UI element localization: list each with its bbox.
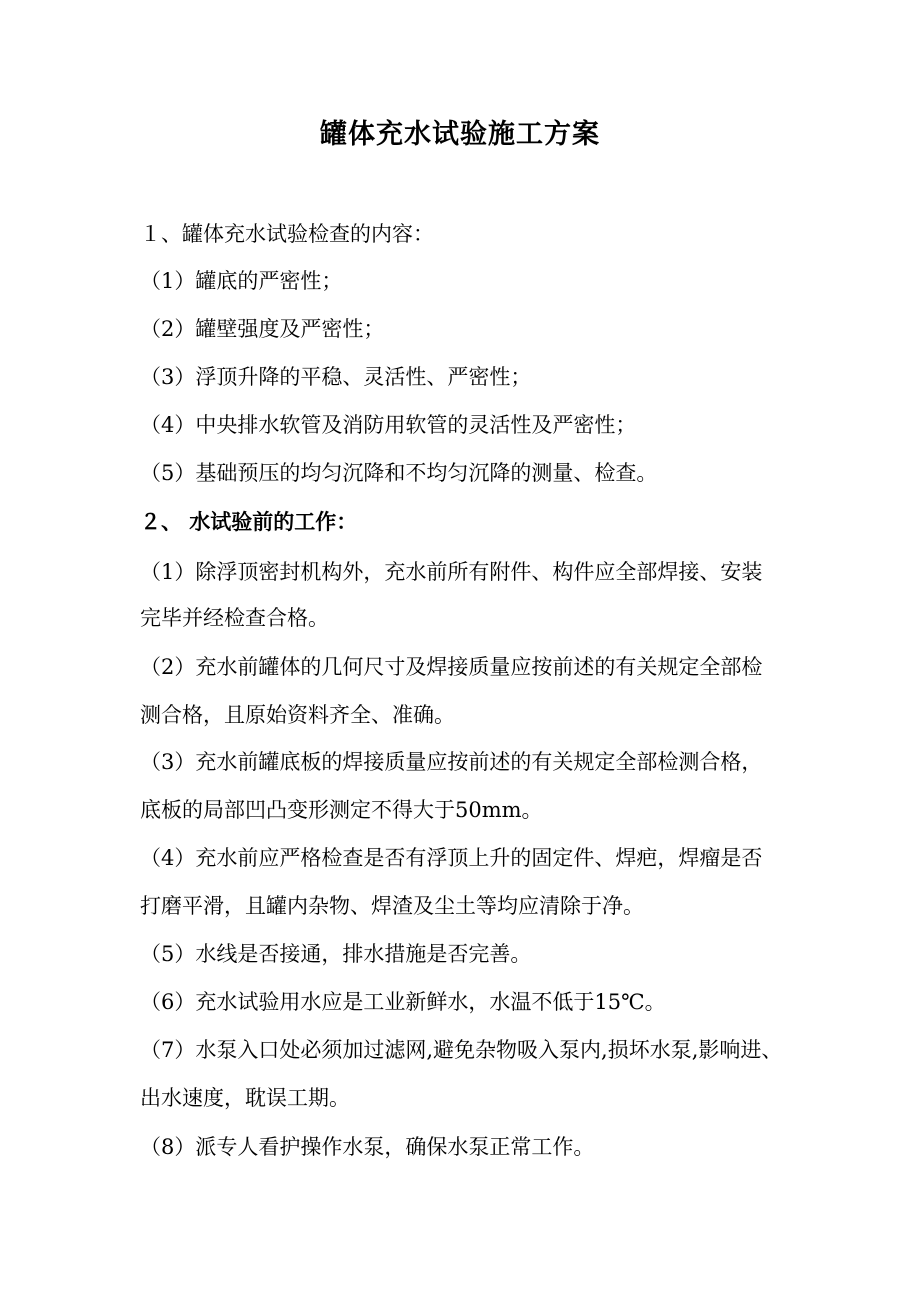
section-1-item: （2）罐壁强度及严密性； [140,317,385,341]
section-1-heading: １、罐体充水试验检查的内容： [140,222,434,246]
section-2-line: （5）水线是否接通，排水措施是否完善。 [140,942,532,966]
section-2-line: （1）除浮顶密封机构外，充水前所有附件、构件应全部焊接、安装 [140,560,763,584]
section-2-heading: ２、 水试验前的工作： [140,510,358,534]
document-title: 罐体充水试验施工方案 [320,119,600,150]
section-2-line: （4）充水前应严格检查是否有浮顶上升的固定件、焊疤，焊瘤是否 [140,846,763,870]
section-2-line: 打磨平滑，且罐内杂物、焊渣及尘土等均应清除于净。 [140,894,644,918]
section-2-line: 底板的局部凹凸变形测定不得大于50mm。 [140,798,543,822]
section-2-line: 完毕并经检查合格。 [140,606,329,630]
section-1-item: （4）中央排水软管及消防用软管的灵活性及严密性； [140,413,637,437]
section-2-line: （6）充水试验用水应是工业新鲜水，水温不低于15℃。 [140,990,666,1014]
section-2-line: 出水速度，耽误工期。 [140,1086,350,1110]
section-1-item: （5）基础预压的均匀沉降和不均匀沉降的测量、检查。 [140,461,658,485]
section-2-line: （8）派专人看护操作水泵，确保水泵正常工作。 [140,1135,595,1159]
section-1-item: （3）浮顶升降的平稳、灵活性、严密性； [140,365,532,389]
section-2-line: （2）充水前罐体的几何尺寸及焊接质量应按前述的有关规定全部检 [140,655,763,679]
section-1-item: （1）罐底的严密性； [140,269,343,293]
section-2-line: （3）充水前罐底板的焊接质量应按前述的有关规定全部检测合格， [140,750,763,774]
section-2-line: 测合格，且原始资料齐全、准确。 [140,703,455,727]
section-2-line: （7）水泵入口处必须加过滤网,避免杂物吸入泵内,损坏水泵,影响进、 [140,1038,783,1062]
